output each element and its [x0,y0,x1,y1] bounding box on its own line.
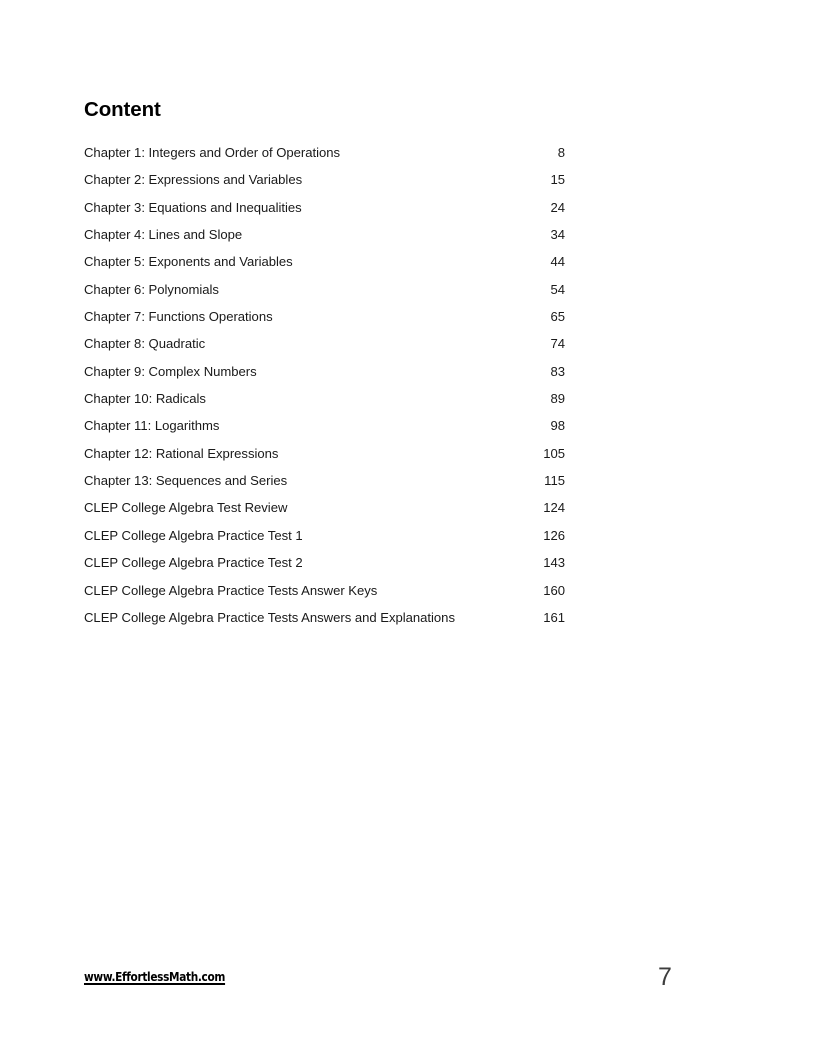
toc-entry[interactable] [84,440,565,467]
toc-entry-page-number: 44 [550,254,565,270]
toc-entry-label: Chapter 9: Complex Numbers [84,363,257,379]
toc-leader-dots [305,171,550,184]
toc-entry[interactable] [84,139,565,166]
toc-leader-dots [222,281,550,294]
toc-entry[interactable] [84,276,565,303]
toc-entry-page-number: 24 [550,199,565,215]
toc-entry[interactable] [84,194,565,221]
toc-leader-dots [290,499,542,512]
toc-entry-label: CLEP College Algebra Test Review [84,500,288,516]
toc-entry[interactable] [84,358,565,385]
toc-leader-dots [305,199,550,212]
toc-entry-page-number: 124 [543,500,565,516]
toc-entry-page-number: 115 [544,473,565,489]
toc-leader-dots [380,581,542,594]
toc-entry-label: Chapter 3: Equations and Inequalities [84,199,302,215]
toc-leader-dots [222,417,550,430]
toc-leader-dots [260,363,550,376]
toc-leader-dots [276,308,550,321]
toc-entry[interactable] [84,330,565,357]
toc-entry[interactable] [84,467,565,494]
toc-entry-label: Chapter 8: Quadratic [84,336,206,352]
toc-entry[interactable] [84,577,565,604]
toc-entry[interactable] [84,303,565,330]
toc-leader-dots [306,527,543,540]
toc-entry-page-number: 105 [543,445,565,461]
toc-leader-dots [343,144,557,157]
toc-entry-label: Chapter 1: Integers and Order of Operations [84,145,341,160]
toc-entry-label: Chapter 2: Expressions and Variables [84,172,303,188]
toc-entry-label: Chapter 12: Rational Expressions [84,445,279,461]
toc-entry[interactable] [84,248,565,275]
toc-entry-label: Chapter 11: Logarithms [84,418,220,434]
toc-entry-page-number: 65 [550,309,565,325]
toc-entry[interactable] [84,549,565,576]
toc-entry-label: Chapter 7: Functions Operations [84,309,273,325]
footer-website-link[interactable]: www.EffortlessMath.com [84,969,226,984]
toc-entry-label: Chapter 6: Polynomials [84,281,219,297]
toc-entry[interactable] [84,494,565,521]
toc-entry-page-number: 15 [550,172,565,188]
toc-entry-label: Chapter 4: Lines and Slope [84,227,243,243]
toc-entry-label: CLEP College Algebra Practice Test 1 [84,527,303,543]
toc-entry-page-number: 34 [550,227,565,243]
toc-entry-label: CLEP College Algebra Practice Tests Answer Keys [84,582,378,598]
table-of-contents [84,139,565,631]
toc-entry-label: Chapter 13: Sequences and Series [84,473,288,489]
page-title: Content [84,98,161,121]
toc-entry-label: Chapter 10: Radicals [84,391,206,407]
toc-leader-dots [209,390,550,403]
toc-entry-page-number: 8 [557,145,565,160]
toc-leader-dots [296,253,550,266]
toc-entry[interactable] [84,412,565,439]
toc-leader-dots [306,554,543,567]
toc-entry-label: Chapter 5: Exponents and Variables [84,254,293,270]
toc-entry-label: CLEP College Algebra Practice Tests Answers and Explanations [84,609,455,625]
toc-leader-dots [245,226,550,239]
toc-leader-dots [281,445,542,458]
toc-entry-page-number: 161 [543,609,565,625]
toc-entry-page-number: 83 [550,363,565,379]
toc-entry[interactable] [84,166,565,193]
page-number: 7 [658,963,672,991]
toc-entry[interactable] [84,385,565,412]
toc-entry[interactable] [84,221,565,248]
toc-entry[interactable] [84,604,565,631]
toc-entry-page-number: 54 [550,281,565,297]
toc-entry-page-number: 143 [543,555,565,571]
toc-leader-dots [458,609,543,622]
toc-entry-label: CLEP College Algebra Practice Test 2 [84,555,303,571]
toc-entry-page-number: 89 [550,391,565,407]
toc-entry-page-number: 126 [543,527,565,543]
toc-leader-dots [208,335,550,348]
toc-leader-dots [290,472,543,485]
toc-entry[interactable] [84,522,565,549]
toc-entry-page-number: 74 [550,336,565,352]
toc-entry-page-number: 160 [543,582,565,598]
toc-entry-page-number: 98 [550,418,565,434]
